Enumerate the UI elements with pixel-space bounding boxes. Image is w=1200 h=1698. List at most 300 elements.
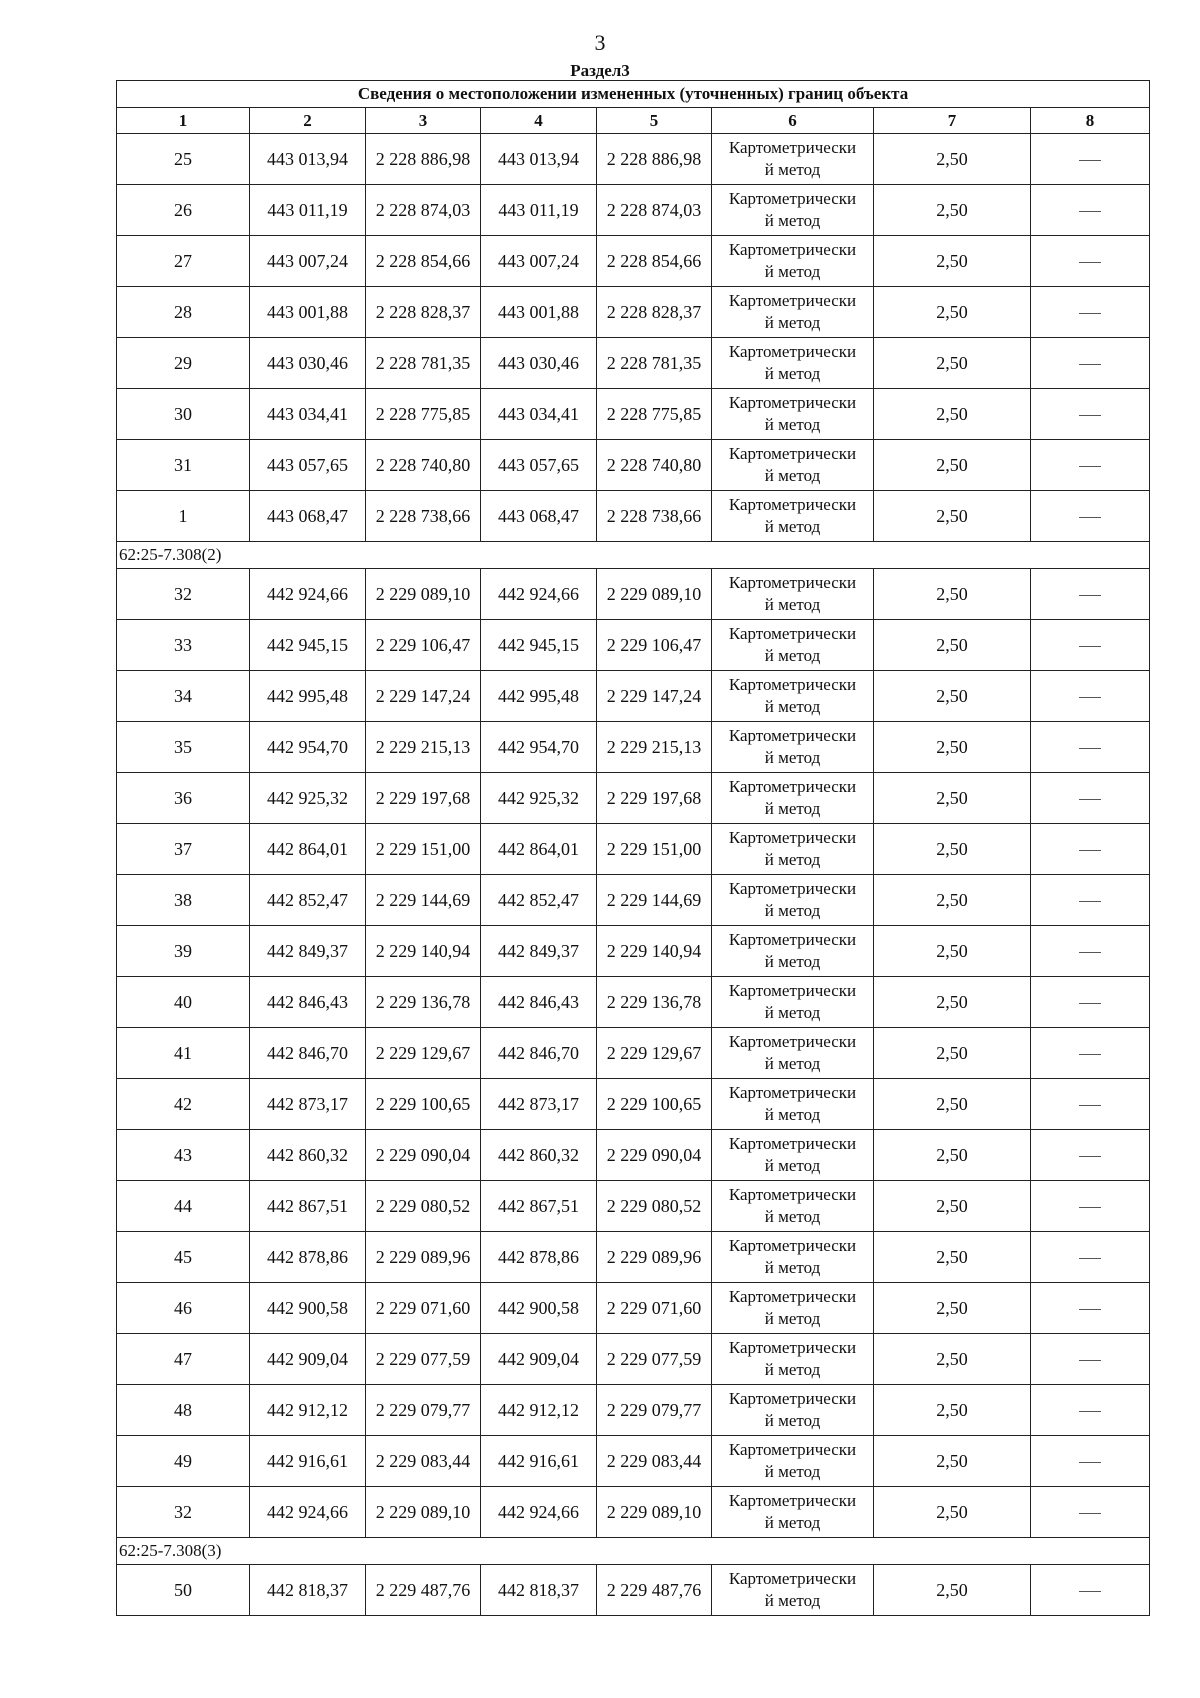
x-old-cell: 442 860,32 bbox=[250, 1130, 366, 1181]
empty-dash bbox=[1079, 1054, 1101, 1055]
y-old-cell: 2 229 071,60 bbox=[366, 1283, 481, 1334]
empty-dash bbox=[1079, 517, 1101, 518]
method-cell bbox=[712, 1283, 874, 1334]
x-new-cell: 443 034,41 bbox=[481, 389, 597, 440]
y-old-cell: 2 229 136,78 bbox=[366, 977, 481, 1028]
method-cell bbox=[712, 1130, 874, 1181]
group-label: 62:25-7.308(2) bbox=[117, 542, 1150, 569]
x-new-cell: 442 878,86 bbox=[481, 1232, 597, 1283]
column-header: 5 bbox=[597, 108, 712, 134]
table-row bbox=[117, 1283, 1150, 1334]
point-number-cell: 42 bbox=[117, 1079, 250, 1130]
empty-dash bbox=[1079, 850, 1101, 851]
y-new-cell: 2 229 100,65 bbox=[597, 1079, 712, 1130]
method-cell bbox=[712, 338, 874, 389]
point-number-cell: 40 bbox=[117, 977, 250, 1028]
empty-dash bbox=[1079, 952, 1101, 953]
x-old-cell: 442 846,70 bbox=[250, 1028, 366, 1079]
method-cell bbox=[712, 1487, 874, 1538]
y-new-cell: 2 229 077,59 bbox=[597, 1334, 712, 1385]
description-cell bbox=[1031, 722, 1150, 773]
accuracy-cell: 2,50 bbox=[874, 824, 1031, 875]
description-cell bbox=[1031, 671, 1150, 722]
method-text-line2: й метод bbox=[764, 1003, 821, 1022]
y-old-cell: 2 228 854,66 bbox=[366, 236, 481, 287]
x-new-cell: 442 954,70 bbox=[481, 722, 597, 773]
table-row bbox=[117, 491, 1150, 542]
table-row bbox=[117, 671, 1150, 722]
table-row bbox=[117, 1334, 1150, 1385]
accuracy-cell: 2,50 bbox=[874, 671, 1031, 722]
method-text-line2: й метод bbox=[764, 364, 821, 383]
accuracy-cell: 2,50 bbox=[874, 1028, 1031, 1079]
y-new-cell: 2 229 080,52 bbox=[597, 1181, 712, 1232]
accuracy-cell: 2,50 bbox=[874, 875, 1031, 926]
accuracy-cell: 2,50 bbox=[874, 1181, 1031, 1232]
column-header: 6 bbox=[712, 108, 874, 134]
y-old-cell: 2 229 197,68 bbox=[366, 773, 481, 824]
description-cell bbox=[1031, 824, 1150, 875]
point-number-cell: 31 bbox=[117, 440, 250, 491]
method-text-line2: й метод bbox=[764, 1360, 821, 1379]
y-old-cell: 2 229 151,00 bbox=[366, 824, 481, 875]
y-old-cell: 2 229 083,44 bbox=[366, 1436, 481, 1487]
y-old-cell: 2 228 775,85 bbox=[366, 389, 481, 440]
method-text-line2: й метод bbox=[764, 1309, 821, 1328]
method-text-line1: Картометрически bbox=[728, 240, 857, 259]
y-old-cell: 2 229 079,77 bbox=[366, 1385, 481, 1436]
y-new-cell: 2 229 147,24 bbox=[597, 671, 712, 722]
method-text-line1: Картометрически bbox=[728, 342, 857, 361]
point-number-cell: 37 bbox=[117, 824, 250, 875]
description-cell bbox=[1031, 773, 1150, 824]
method-text-line2: й метод bbox=[764, 211, 821, 230]
column-header: 2 bbox=[250, 108, 366, 134]
table-row bbox=[117, 236, 1150, 287]
y-new-cell: 2 229 089,10 bbox=[597, 569, 712, 620]
method-text-line1: Картометрически bbox=[728, 1569, 857, 1588]
y-old-cell: 2 228 874,03 bbox=[366, 185, 481, 236]
y-new-cell: 2 229 215,13 bbox=[597, 722, 712, 773]
y-old-cell: 2 228 886,98 bbox=[366, 134, 481, 185]
x-old-cell: 442 878,86 bbox=[250, 1232, 366, 1283]
table-row bbox=[117, 338, 1150, 389]
y-new-cell: 2 229 487,76 bbox=[597, 1565, 712, 1616]
method-text-line2: й метод bbox=[764, 160, 821, 179]
description-cell bbox=[1031, 1283, 1150, 1334]
method-text-line2: й метод bbox=[764, 1258, 821, 1277]
description-cell bbox=[1031, 620, 1150, 671]
point-number-cell: 30 bbox=[117, 389, 250, 440]
accuracy-cell: 2,50 bbox=[874, 773, 1031, 824]
column-header: 7 bbox=[874, 108, 1031, 134]
empty-dash bbox=[1079, 799, 1101, 800]
description-cell bbox=[1031, 440, 1150, 491]
y-old-cell: 2 228 738,66 bbox=[366, 491, 481, 542]
description-cell bbox=[1031, 1232, 1150, 1283]
point-number-cell: 45 bbox=[117, 1232, 250, 1283]
table-row bbox=[117, 287, 1150, 338]
y-new-cell: 2 229 089,96 bbox=[597, 1232, 712, 1283]
method-cell bbox=[712, 620, 874, 671]
empty-dash bbox=[1079, 211, 1101, 212]
y-new-cell: 2 229 071,60 bbox=[597, 1283, 712, 1334]
method-cell bbox=[712, 569, 874, 620]
accuracy-cell: 2,50 bbox=[874, 1436, 1031, 1487]
table-row bbox=[117, 875, 1150, 926]
empty-dash bbox=[1079, 1411, 1101, 1412]
method-cell bbox=[712, 722, 874, 773]
x-new-cell: 442 924,66 bbox=[481, 569, 597, 620]
empty-dash bbox=[1079, 1156, 1101, 1157]
x-old-cell: 442 924,66 bbox=[250, 1487, 366, 1538]
x-new-cell: 442 900,58 bbox=[481, 1283, 597, 1334]
table-row bbox=[117, 977, 1150, 1028]
y-new-cell: 2 229 151,00 bbox=[597, 824, 712, 875]
x-old-cell: 442 864,01 bbox=[250, 824, 366, 875]
method-text-line1: Картометрически bbox=[728, 1032, 857, 1051]
point-number-cell: 28 bbox=[117, 287, 250, 338]
description-cell bbox=[1031, 1181, 1150, 1232]
table-row bbox=[117, 1181, 1150, 1232]
method-cell bbox=[712, 1565, 874, 1616]
x-new-cell: 442 864,01 bbox=[481, 824, 597, 875]
method-text-line1: Картометрически bbox=[728, 393, 857, 412]
point-number-cell: 35 bbox=[117, 722, 250, 773]
y-old-cell: 2 229 080,52 bbox=[366, 1181, 481, 1232]
method-cell bbox=[712, 875, 874, 926]
method-text-line1: Картометрически bbox=[728, 879, 857, 898]
description-cell bbox=[1031, 1079, 1150, 1130]
empty-dash bbox=[1079, 1309, 1101, 1310]
table-row bbox=[117, 1487, 1150, 1538]
column-header: 4 bbox=[481, 108, 597, 134]
column-header: 3 bbox=[366, 108, 481, 134]
x-old-cell: 442 912,12 bbox=[250, 1385, 366, 1436]
accuracy-cell: 2,50 bbox=[874, 722, 1031, 773]
empty-dash bbox=[1079, 1207, 1101, 1208]
method-text-line2: й метод bbox=[764, 850, 821, 869]
method-text-line1: Картометрически bbox=[728, 1185, 857, 1204]
y-new-cell: 2 228 828,37 bbox=[597, 287, 712, 338]
empty-dash bbox=[1079, 364, 1101, 365]
point-number-cell: 29 bbox=[117, 338, 250, 389]
empty-dash bbox=[1079, 1462, 1101, 1463]
method-cell bbox=[712, 1232, 874, 1283]
x-new-cell: 442 818,37 bbox=[481, 1565, 597, 1616]
description-cell bbox=[1031, 491, 1150, 542]
y-new-cell: 2 229 089,10 bbox=[597, 1487, 712, 1538]
method-text-line2: й метод bbox=[764, 595, 821, 614]
y-new-cell: 2 229 197,68 bbox=[597, 773, 712, 824]
accuracy-cell: 2,50 bbox=[874, 1232, 1031, 1283]
x-old-cell: 442 867,51 bbox=[250, 1181, 366, 1232]
y-new-cell: 2 229 106,47 bbox=[597, 620, 712, 671]
method-text-line1: Картометрически bbox=[728, 573, 857, 592]
x-new-cell: 442 924,66 bbox=[481, 1487, 597, 1538]
method-text-line1: Картометрически bbox=[728, 1338, 857, 1357]
point-number-cell: 32 bbox=[117, 569, 250, 620]
method-text-line2: й метод bbox=[764, 1462, 821, 1481]
method-cell bbox=[712, 1436, 874, 1487]
description-cell bbox=[1031, 926, 1150, 977]
x-new-cell: 442 916,61 bbox=[481, 1436, 597, 1487]
x-old-cell: 443 068,47 bbox=[250, 491, 366, 542]
method-cell bbox=[712, 773, 874, 824]
table-row bbox=[117, 1079, 1150, 1130]
empty-dash bbox=[1079, 1513, 1101, 1514]
method-text-line2: й метод bbox=[764, 313, 821, 332]
empty-dash bbox=[1079, 160, 1101, 161]
description-cell bbox=[1031, 1130, 1150, 1181]
accuracy-cell: 2,50 bbox=[874, 977, 1031, 1028]
description-cell bbox=[1031, 1334, 1150, 1385]
point-number-cell: 36 bbox=[117, 773, 250, 824]
y-new-cell: 2 229 090,04 bbox=[597, 1130, 712, 1181]
method-text-line2: й метод bbox=[764, 1156, 821, 1175]
description-cell bbox=[1031, 1487, 1150, 1538]
x-old-cell: 443 013,94 bbox=[250, 134, 366, 185]
y-old-cell: 2 229 215,13 bbox=[366, 722, 481, 773]
x-new-cell: 443 011,19 bbox=[481, 185, 597, 236]
boundary-coordinates-table bbox=[116, 80, 1150, 1616]
accuracy-cell: 2,50 bbox=[874, 569, 1031, 620]
x-old-cell: 443 057,65 bbox=[250, 440, 366, 491]
x-old-cell: 442 909,04 bbox=[250, 1334, 366, 1385]
empty-dash bbox=[1079, 697, 1101, 698]
method-cell bbox=[712, 926, 874, 977]
method-text-line2: й метод bbox=[764, 799, 821, 818]
method-text-line2: й метод bbox=[764, 1591, 821, 1610]
table-row bbox=[117, 926, 1150, 977]
x-new-cell: 442 867,51 bbox=[481, 1181, 597, 1232]
empty-dash bbox=[1079, 1105, 1101, 1106]
description-cell bbox=[1031, 338, 1150, 389]
column-header: 8 bbox=[1031, 108, 1150, 134]
method-cell bbox=[712, 1028, 874, 1079]
method-text-line1: Картометрически bbox=[728, 1287, 857, 1306]
description-cell bbox=[1031, 1436, 1150, 1487]
description-cell bbox=[1031, 287, 1150, 338]
description-cell bbox=[1031, 1385, 1150, 1436]
y-new-cell: 2 229 129,67 bbox=[597, 1028, 712, 1079]
x-old-cell: 442 846,43 bbox=[250, 977, 366, 1028]
description-cell bbox=[1031, 569, 1150, 620]
method-text-line2: й метод bbox=[764, 466, 821, 485]
method-text-line1: Картометрически bbox=[728, 444, 857, 463]
x-new-cell: 443 057,65 bbox=[481, 440, 597, 491]
y-old-cell: 2 229 089,10 bbox=[366, 569, 481, 620]
y-new-cell: 2 229 144,69 bbox=[597, 875, 712, 926]
x-old-cell: 443 011,19 bbox=[250, 185, 366, 236]
method-text-line2: й метод bbox=[764, 1207, 821, 1226]
y-new-cell: 2 229 083,44 bbox=[597, 1436, 712, 1487]
x-new-cell: 442 945,15 bbox=[481, 620, 597, 671]
description-cell bbox=[1031, 236, 1150, 287]
group-label: 62:25-7.308(3) bbox=[117, 1538, 1150, 1565]
x-old-cell: 442 916,61 bbox=[250, 1436, 366, 1487]
method-text-line1: Картометрически bbox=[728, 1389, 857, 1408]
x-old-cell: 442 954,70 bbox=[250, 722, 366, 773]
y-old-cell: 2 229 089,10 bbox=[366, 1487, 481, 1538]
empty-dash bbox=[1079, 1360, 1101, 1361]
empty-dash bbox=[1079, 1258, 1101, 1259]
method-text-line2: й метод bbox=[764, 262, 821, 281]
y-old-cell: 2 229 077,59 bbox=[366, 1334, 481, 1385]
method-text-line2: й метод bbox=[764, 517, 821, 536]
group-label-row bbox=[117, 1538, 1150, 1565]
accuracy-cell: 2,50 bbox=[874, 134, 1031, 185]
method-text-line2: й метод bbox=[764, 1411, 821, 1430]
method-text-line1: Картометрически bbox=[728, 138, 857, 157]
table-row bbox=[117, 389, 1150, 440]
method-text-line1: Картометрически bbox=[728, 726, 857, 745]
description-cell bbox=[1031, 1565, 1150, 1616]
point-number-cell: 38 bbox=[117, 875, 250, 926]
description-cell bbox=[1031, 1028, 1150, 1079]
y-new-cell: 2 229 079,77 bbox=[597, 1385, 712, 1436]
x-new-cell: 442 912,12 bbox=[481, 1385, 597, 1436]
x-old-cell: 442 924,66 bbox=[250, 569, 366, 620]
group-label-row bbox=[117, 542, 1150, 569]
accuracy-cell: 2,50 bbox=[874, 287, 1031, 338]
accuracy-cell: 2,50 bbox=[874, 236, 1031, 287]
point-number-cell: 48 bbox=[117, 1385, 250, 1436]
y-new-cell: 2 228 854,66 bbox=[597, 236, 712, 287]
empty-dash bbox=[1079, 748, 1101, 749]
method-cell bbox=[712, 389, 874, 440]
table-row bbox=[117, 1028, 1150, 1079]
empty-dash bbox=[1079, 262, 1101, 263]
table-row bbox=[117, 440, 1150, 491]
empty-dash bbox=[1079, 1591, 1101, 1592]
empty-dash bbox=[1079, 313, 1101, 314]
x-new-cell: 442 852,47 bbox=[481, 875, 597, 926]
empty-dash bbox=[1079, 466, 1101, 467]
method-text-line2: й метод bbox=[764, 1105, 821, 1124]
column-number-row bbox=[117, 108, 1150, 134]
x-old-cell: 442 925,32 bbox=[250, 773, 366, 824]
point-number-cell: 32 bbox=[117, 1487, 250, 1538]
x-new-cell: 442 846,70 bbox=[481, 1028, 597, 1079]
point-number-cell: 44 bbox=[117, 1181, 250, 1232]
table-row bbox=[117, 722, 1150, 773]
method-text-line1: Картометрически bbox=[728, 1440, 857, 1459]
x-old-cell: 442 900,58 bbox=[250, 1283, 366, 1334]
x-new-cell: 442 849,37 bbox=[481, 926, 597, 977]
accuracy-cell: 2,50 bbox=[874, 1487, 1031, 1538]
x-old-cell: 443 030,46 bbox=[250, 338, 366, 389]
x-old-cell: 442 818,37 bbox=[250, 1565, 366, 1616]
method-text-line1: Картометрически bbox=[728, 1083, 857, 1102]
y-old-cell: 2 229 106,47 bbox=[366, 620, 481, 671]
point-number-cell: 26 bbox=[117, 185, 250, 236]
x-old-cell: 443 034,41 bbox=[250, 389, 366, 440]
method-text-line2: й метод bbox=[764, 646, 821, 665]
accuracy-cell: 2,50 bbox=[874, 491, 1031, 542]
y-new-cell: 2 228 740,80 bbox=[597, 440, 712, 491]
x-old-cell: 442 849,37 bbox=[250, 926, 366, 977]
y-old-cell: 2 229 487,76 bbox=[366, 1565, 481, 1616]
y-old-cell: 2 229 129,67 bbox=[366, 1028, 481, 1079]
method-text-line1: Картометрически bbox=[728, 1134, 857, 1153]
accuracy-cell: 2,50 bbox=[874, 338, 1031, 389]
method-text-line2: й метод bbox=[764, 697, 821, 716]
method-text-line2: й метод bbox=[764, 901, 821, 920]
y-old-cell: 2 229 090,04 bbox=[366, 1130, 481, 1181]
x-old-cell: 442 852,47 bbox=[250, 875, 366, 926]
method-cell bbox=[712, 977, 874, 1028]
method-cell bbox=[712, 134, 874, 185]
method-text-line1: Картометрически bbox=[728, 189, 857, 208]
x-new-cell: 443 068,47 bbox=[481, 491, 597, 542]
description-cell bbox=[1031, 134, 1150, 185]
x-new-cell: 443 013,94 bbox=[481, 134, 597, 185]
method-cell bbox=[712, 1181, 874, 1232]
table-row bbox=[117, 1565, 1150, 1616]
point-number-cell: 39 bbox=[117, 926, 250, 977]
point-number-cell: 47 bbox=[117, 1334, 250, 1385]
y-old-cell: 2 229 144,69 bbox=[366, 875, 481, 926]
method-cell bbox=[712, 236, 874, 287]
point-number-cell: 43 bbox=[117, 1130, 250, 1181]
x-new-cell: 443 030,46 bbox=[481, 338, 597, 389]
x-old-cell: 443 007,24 bbox=[250, 236, 366, 287]
point-number-cell: 50 bbox=[117, 1565, 250, 1616]
accuracy-cell: 2,50 bbox=[874, 440, 1031, 491]
description-cell bbox=[1031, 977, 1150, 1028]
x-new-cell: 442 873,17 bbox=[481, 1079, 597, 1130]
method-text-line2: й метод bbox=[764, 415, 821, 434]
y-old-cell: 2 228 781,35 bbox=[366, 338, 481, 389]
empty-dash bbox=[1079, 1003, 1101, 1004]
y-old-cell: 2 229 147,24 bbox=[366, 671, 481, 722]
method-text-line2: й метод bbox=[764, 952, 821, 971]
method-cell bbox=[712, 491, 874, 542]
table-row bbox=[117, 1232, 1150, 1283]
point-number-cell: 46 bbox=[117, 1283, 250, 1334]
method-text-line1: Картометрически bbox=[728, 291, 857, 310]
table-row bbox=[117, 824, 1150, 875]
table-row bbox=[117, 185, 1150, 236]
empty-dash bbox=[1079, 415, 1101, 416]
method-text-line1: Картометрически bbox=[728, 624, 857, 643]
description-cell bbox=[1031, 185, 1150, 236]
point-number-cell: 34 bbox=[117, 671, 250, 722]
point-number-cell: 41 bbox=[117, 1028, 250, 1079]
method-text-line1: Картометрически bbox=[728, 1491, 857, 1510]
accuracy-cell: 2,50 bbox=[874, 1130, 1031, 1181]
method-text-line1: Картометрически bbox=[728, 1236, 857, 1255]
description-cell bbox=[1031, 389, 1150, 440]
accuracy-cell: 2,50 bbox=[874, 926, 1031, 977]
table-row bbox=[117, 134, 1150, 185]
x-old-cell: 443 001,88 bbox=[250, 287, 366, 338]
method-text-line1: Картометрически bbox=[728, 777, 857, 796]
column-header: 1 bbox=[117, 108, 250, 134]
accuracy-cell: 2,50 bbox=[874, 1283, 1031, 1334]
table-caption: Сведения о местоположении измененных (уточненных) границ объекта bbox=[117, 81, 1150, 108]
accuracy-cell: 2,50 bbox=[874, 389, 1031, 440]
y-new-cell: 2 228 781,35 bbox=[597, 338, 712, 389]
point-number-cell: 33 bbox=[117, 620, 250, 671]
x-new-cell: 442 846,43 bbox=[481, 977, 597, 1028]
point-number-cell: 27 bbox=[117, 236, 250, 287]
method-cell bbox=[712, 1385, 874, 1436]
section-title: Раздел3 bbox=[570, 61, 630, 80]
point-number-cell: 49 bbox=[117, 1436, 250, 1487]
y-old-cell: 2 228 740,80 bbox=[366, 440, 481, 491]
